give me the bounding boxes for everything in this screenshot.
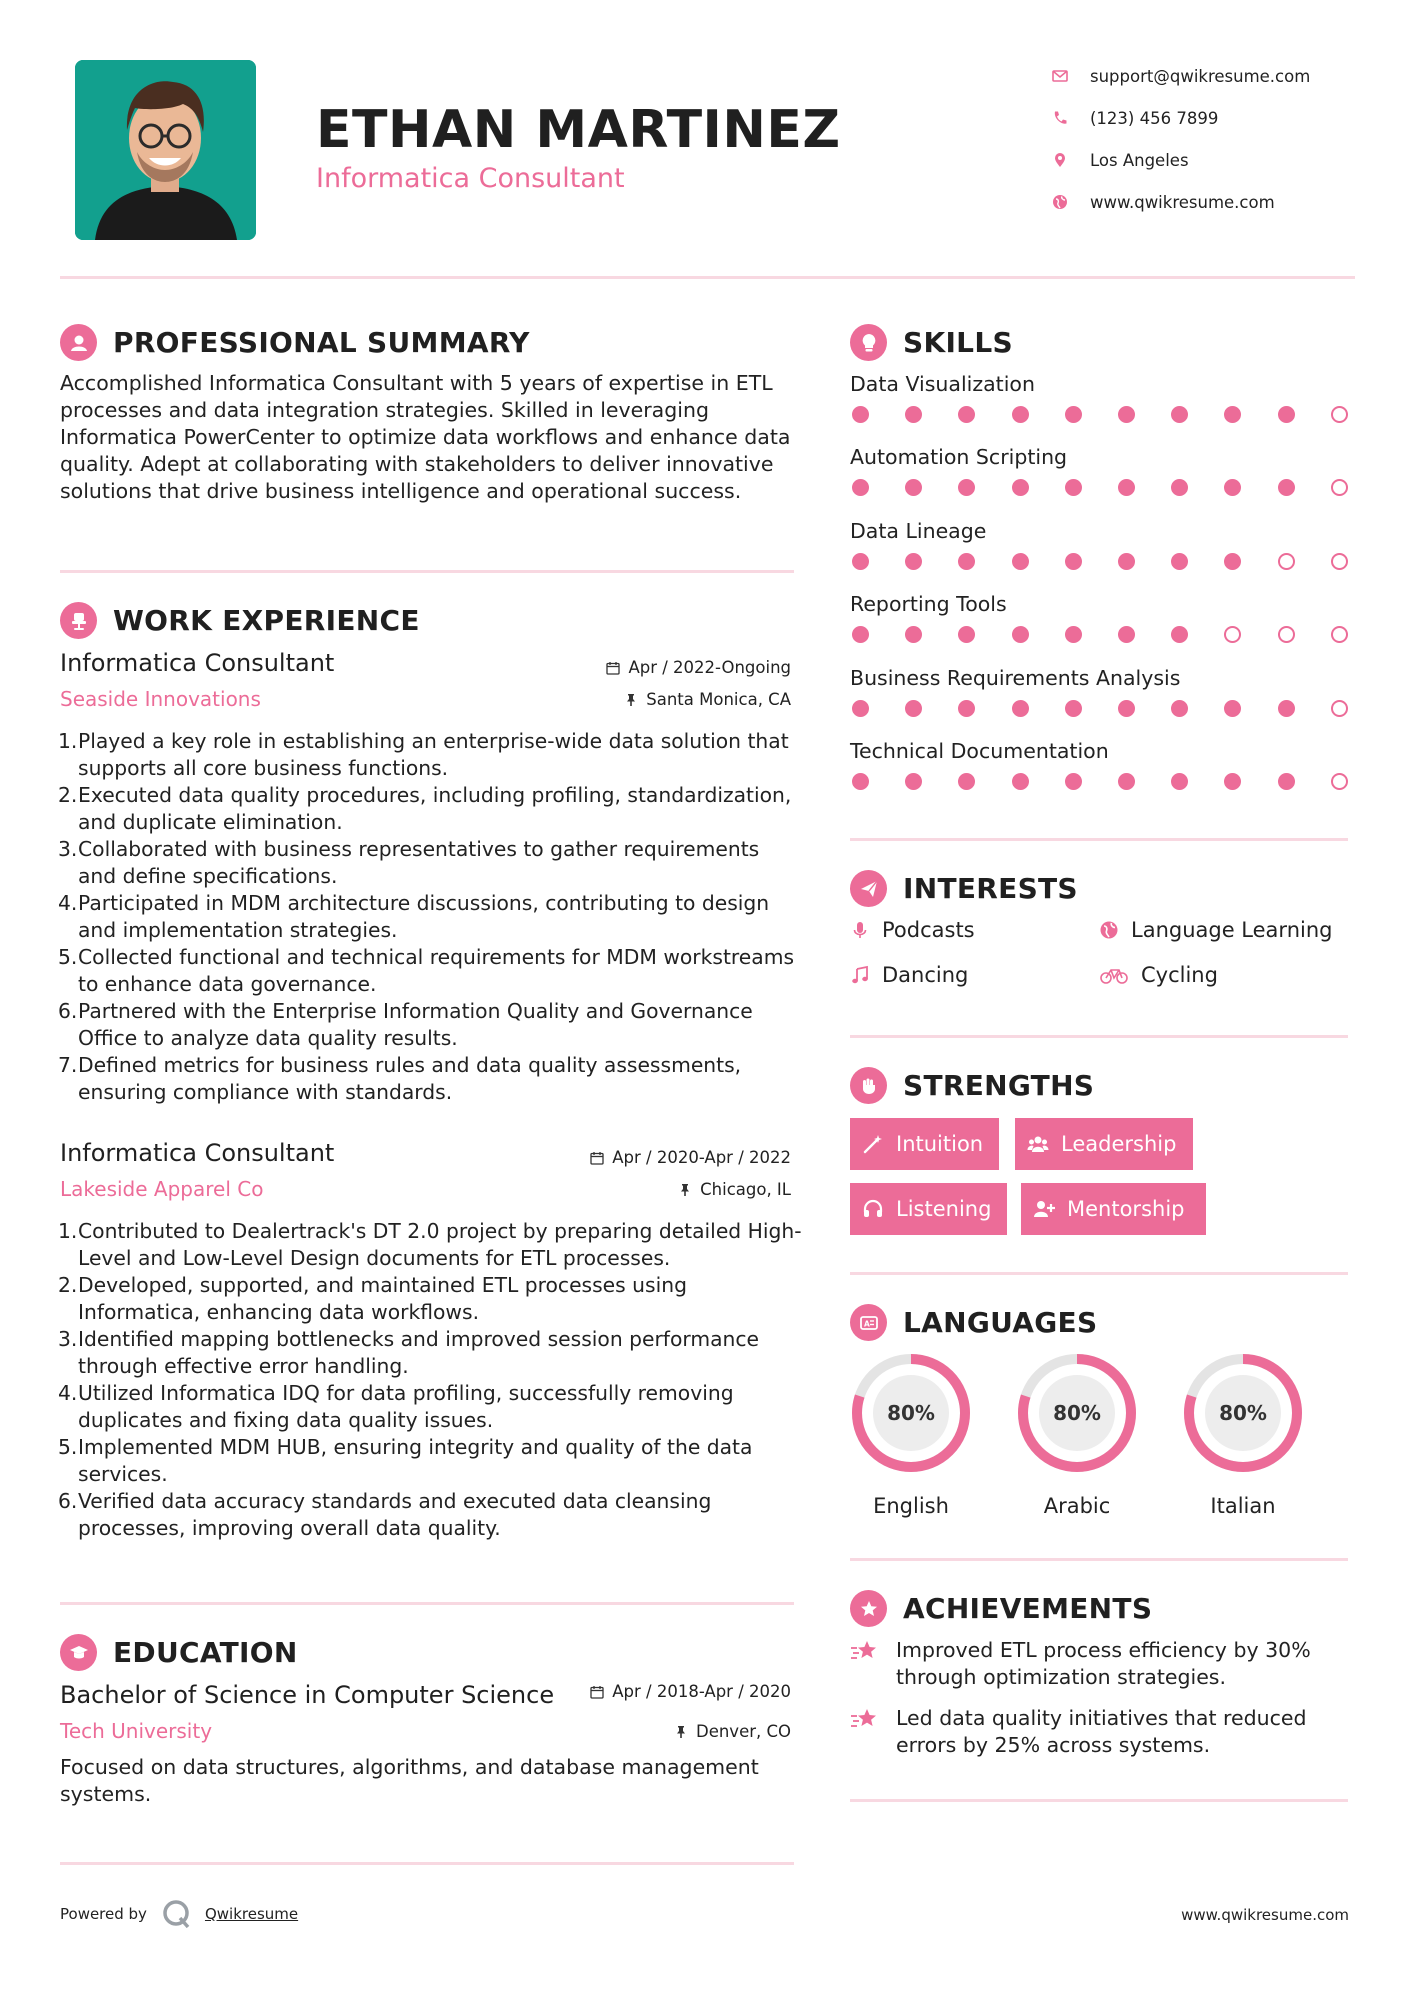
rating-dot-filled (1224, 700, 1241, 717)
skill-name: Automation Scripting (850, 445, 1068, 470)
list-item: 2. Developed, supported, and maintained ETL processes using Informatica, enhancing data workflows. (58, 1273, 687, 1324)
education-location-text: Denver, CO (695, 1722, 791, 1741)
skills-heading (850, 324, 1013, 361)
magic-wand-icon (862, 1133, 884, 1155)
job-2-location (678, 1180, 791, 1199)
language-item (1016, 1352, 1138, 1518)
globe-icon (1099, 920, 1119, 940)
skill-rating (852, 626, 1348, 643)
contact-website[interactable] (1052, 181, 1352, 223)
job-1-bullets (60, 728, 800, 1106)
language-name: English (873, 1494, 949, 1518)
languages-heading (850, 1304, 1097, 1341)
rating-dot-filled (852, 700, 869, 717)
job-2-company: Lakeside Apparel Co (60, 1177, 264, 1201)
interests-title: INTERESTS (903, 872, 1078, 905)
rating-dot-filled (1118, 700, 1135, 717)
interest-cycling: Cycling (1099, 963, 1218, 987)
rating-dot-empty (1331, 406, 1348, 423)
globe-icon (1052, 194, 1068, 210)
education-dates (590, 1682, 791, 1701)
strengths-heading (850, 1067, 1094, 1104)
list-item: 6. Partnered with the Enterprise Information Quality and Governance Office to analyze data quality results. (58, 999, 753, 1050)
skill-name: Data Lineage (850, 518, 987, 543)
rating-dot-filled (1224, 553, 1241, 570)
skill-name: Business Requirements Analysis (850, 665, 1181, 690)
contact-location-text: Los Angeles (1090, 150, 1189, 170)
star-badge-icon (850, 1590, 887, 1627)
contact-list (1052, 55, 1352, 223)
language-name: Arabic (1043, 1494, 1111, 1518)
strength-listening: Listening (850, 1183, 1007, 1235)
job-2-dates (590, 1148, 791, 1167)
rating-dot-filled (958, 700, 975, 717)
fist-icon (850, 1067, 887, 1104)
rating-dot-filled (1171, 479, 1188, 496)
work-title: WORK EXPERIENCE (113, 604, 420, 637)
skill-name: Data Visualization (850, 372, 1035, 396)
work-divider (60, 1602, 794, 1605)
work-heading (60, 602, 420, 639)
job-2-dates-text: Apr / 2020-Apr / 2022 (612, 1148, 791, 1167)
rating-dot-filled (1012, 479, 1029, 496)
footer-website[interactable]: www.qwikresume.com (1181, 1906, 1349, 1924)
strengths-title: STRENGTHS (903, 1069, 1095, 1102)
rating-dot-filled (1224, 406, 1241, 423)
interest-dancing: Dancing (850, 963, 968, 987)
achievements-heading (850, 1590, 1152, 1627)
office-chair-icon (60, 602, 97, 639)
skills-divider (850, 838, 1348, 841)
job-1-dates-text: Apr / 2022-Ongoing (628, 658, 791, 677)
contact-email-text: support@qwikresume.com (1090, 66, 1311, 86)
list-item: 5. Implemented MDM HUB, ensuring integrity and quality of the data services. (58, 1435, 753, 1486)
list-item: 6. Verified data accuracy standards and executed data cleansing processes, improving overall data quality. (58, 1489, 712, 1540)
calendar-icon (590, 1685, 604, 1699)
skill-rating (852, 773, 1348, 790)
rating-dot-filled (1171, 406, 1188, 423)
summary-text: Accomplished Informatica Consultant with 5 years of expertise in ETL processes and data integration strategies. Skilled in leveraging Informatica PowerCenter to optimize data workflows and enhance data quality. Adept at collaborating with stakeholders to deliver innovative solutions that drive business intelligence and operational success. (60, 371, 791, 503)
interest-podcasts: Podcasts (850, 918, 975, 942)
contact-phone-text: (123) 456 7899 (1090, 108, 1219, 128)
rating-dot-filled (905, 406, 922, 423)
job-1-title: Informatica Consultant (60, 649, 335, 677)
language-percent: 80% (1053, 1401, 1101, 1425)
rating-dot-filled (1224, 479, 1241, 496)
skills-title: SKILLS (903, 326, 1013, 359)
envelope-icon (1052, 68, 1068, 84)
achievements-divider (850, 1799, 1348, 1802)
interest-language-learning: Language Learning (1099, 918, 1332, 942)
language-percent: 80% (1219, 1401, 1267, 1425)
school-name: Tech University (60, 1719, 213, 1743)
strength-leadership: Leadership (1015, 1118, 1193, 1170)
rating-dot-filled (905, 553, 922, 570)
skill-name: Technical Documentation (850, 739, 1109, 763)
rating-dot-filled (958, 406, 975, 423)
graduation-icon (60, 1634, 97, 1671)
skill-rating (852, 406, 1348, 423)
user-icon (60, 324, 97, 361)
education-text: Focused on data structures, algorithms, and database management systems. (60, 1755, 759, 1806)
bicycle-icon (1099, 965, 1129, 985)
strength-intuition: Intuition (850, 1118, 999, 1170)
rating-dot-filled (1118, 553, 1135, 570)
education-title: EDUCATION (113, 1636, 298, 1669)
job-2-title: Informatica Consultant (60, 1139, 335, 1167)
rating-dot-empty (1331, 479, 1348, 496)
rating-dot-empty (1278, 626, 1295, 643)
powered-by-label: Powered by (60, 1905, 147, 1923)
list-item: 4. Participated in MDM architecture discussions, contributing to design and implementation strategies. (58, 891, 770, 942)
calendar-icon (590, 1151, 604, 1165)
rating-dot-empty (1331, 773, 1348, 790)
summary-heading (60, 324, 530, 361)
list-item: 3. Identified mapping bottlenecks and improved session performance through effective error handling. (58, 1327, 760, 1378)
rating-dot-empty (1331, 553, 1348, 570)
strengths-divider (850, 1272, 1348, 1275)
candidate-title: Informatica Consultant (316, 163, 625, 194)
rating-dot-filled (1224, 773, 1241, 790)
list-item: 1. Contributed to Dealertrack's DT 2.0 project by preparing detailed High-Level and Low-Level Design documents for ETL processes. (58, 1219, 802, 1270)
rating-dot-filled (1012, 406, 1029, 423)
language-ring (850, 1352, 972, 1474)
skill-rating (852, 700, 1348, 717)
list-item: 1. Played a key role in establishing an enterprise-wide data solution that supports all core business functions. (58, 729, 789, 780)
rating-dot-filled (958, 553, 975, 570)
rating-dot-filled (1118, 626, 1135, 643)
rating-dot-filled (1065, 553, 1082, 570)
rating-dot-filled (905, 626, 922, 643)
contact-email[interactable] (1052, 55, 1352, 97)
rating-dot-filled (1171, 700, 1188, 717)
list-item: 4. Utilized Informatica IDQ for data profiling, successfully removing duplicates and fixing data quality issues. (58, 1381, 734, 1432)
rating-dot-filled (1278, 406, 1295, 423)
rating-dot-filled (1012, 626, 1029, 643)
rating-dot-filled (1278, 773, 1295, 790)
svg-text:A: A (863, 1319, 870, 1328)
rating-dot-filled (852, 773, 869, 790)
rating-dot-filled (1065, 700, 1082, 717)
job-2-location-text: Chicago, IL (700, 1180, 791, 1199)
calendar-icon (606, 661, 620, 675)
language-name: Italian (1210, 1494, 1276, 1518)
rating-dot-filled (1065, 626, 1082, 643)
rating-dot-filled (1065, 406, 1082, 423)
language-percent: 80% (887, 1401, 935, 1425)
skill-rating (852, 479, 1348, 496)
languages-divider (850, 1558, 1348, 1561)
job-1-dates (606, 658, 791, 677)
rating-dot-filled (1171, 626, 1188, 643)
rating-dot-empty (1331, 700, 1348, 717)
candidate-name: ETHAN MARTINEZ (316, 100, 841, 160)
rating-dot-filled (958, 773, 975, 790)
education-location (674, 1722, 791, 1741)
rating-dot-filled (905, 700, 922, 717)
rating-dot-filled (1118, 479, 1135, 496)
user-plus-icon (1033, 1198, 1055, 1220)
rating-dot-filled (1171, 773, 1188, 790)
profile-photo (75, 60, 256, 240)
pushpin-icon (678, 1183, 692, 1197)
education-dates-text: Apr / 2018-Apr / 2020 (612, 1682, 791, 1701)
qwikresume-logo-icon (161, 1898, 193, 1930)
rating-dot-filled (1118, 406, 1135, 423)
users-icon (1027, 1133, 1049, 1155)
rating-dot-empty (1331, 626, 1348, 643)
language-item (1182, 1352, 1304, 1518)
achievement-item: Improved ETL process efficiency by 30% through optimization strategies. (850, 1637, 1330, 1691)
rating-dot-filled (1118, 773, 1135, 790)
star-icon (850, 1707, 880, 1733)
strength-mentorship: Mentorship (1021, 1183, 1206, 1235)
rating-dot-filled (852, 626, 869, 643)
rating-dot-filled (905, 773, 922, 790)
list-item: 7. Defined metrics for business rules and data quality assessments, ensuring compliance with standards. (58, 1053, 742, 1104)
education-heading (60, 1634, 298, 1671)
rating-dot-filled (958, 626, 975, 643)
degree-title: Bachelor of Science in Computer Science (60, 1681, 555, 1709)
microphone-icon (850, 920, 870, 940)
job-1-location-text: Santa Monica, CA (646, 690, 791, 709)
rating-dot-filled (1171, 553, 1188, 570)
rating-dot-filled (852, 479, 869, 496)
rating-dot-filled (1065, 773, 1082, 790)
rating-dot-filled (852, 406, 869, 423)
contact-location (1052, 139, 1352, 181)
summary-divider (60, 570, 794, 573)
language-ring (1016, 1352, 1138, 1474)
rating-dot-empty (1224, 626, 1241, 643)
language-item (850, 1352, 972, 1518)
rating-dot-filled (1278, 479, 1295, 496)
language-card-icon (850, 1304, 887, 1341)
lightbulb-icon (850, 324, 887, 361)
rating-dot-filled (1278, 700, 1295, 717)
job-1-location (624, 690, 791, 709)
job-2-bullets (60, 1218, 808, 1542)
qwikresume-link[interactable]: Qwikresume (204, 1905, 299, 1923)
star-icon (850, 1639, 880, 1665)
music-note-icon (850, 965, 870, 985)
pushpin-icon (674, 1725, 688, 1739)
rating-dot-filled (852, 553, 869, 570)
rating-dot-filled (1012, 553, 1029, 570)
language-ring (1182, 1352, 1304, 1474)
interests-heading (850, 870, 1078, 907)
job-1-company: Seaside Innovations (60, 687, 261, 711)
rating-dot-filled (958, 479, 975, 496)
rating-dot-filled (1012, 773, 1029, 790)
headphones-icon (862, 1198, 884, 1220)
rating-dot-empty (1278, 553, 1295, 570)
phone-icon (1052, 110, 1068, 126)
contact-website-text: www.qwikresume.com (1090, 192, 1275, 212)
map-pin-icon (1052, 152, 1068, 168)
powered-by (60, 1898, 298, 1930)
paper-plane-icon (850, 870, 887, 907)
achievement-item: Led data quality initiatives that reduced errors by 25% across systems. (850, 1705, 1330, 1759)
rating-dot-filled (905, 479, 922, 496)
pushpin-icon (624, 693, 638, 707)
achievements-title: ACHIEVEMENTS (903, 1592, 1153, 1625)
summary-title: PROFESSIONAL SUMMARY (113, 326, 530, 359)
rating-dot-filled (1012, 700, 1029, 717)
interests-divider (850, 1035, 1348, 1038)
contact-phone[interactable] (1052, 97, 1352, 139)
languages-title: LANGUAGES (903, 1306, 1098, 1339)
rating-dot-filled (1065, 479, 1082, 496)
list-item: 5. Collected functional and technical requirements for MDM workstreams to enhance data governance. (58, 945, 795, 996)
list-item: 2. Executed data quality procedures, including profiling, standardization, and duplicate elimination. (58, 783, 792, 834)
list-item: 3. Collaborated with business representatives to gather requirements and define specifications. (58, 837, 760, 888)
skill-name: Reporting Tools (850, 592, 1007, 617)
education-divider (60, 1862, 794, 1865)
header-divider (60, 276, 1355, 279)
skill-rating (852, 553, 1348, 570)
